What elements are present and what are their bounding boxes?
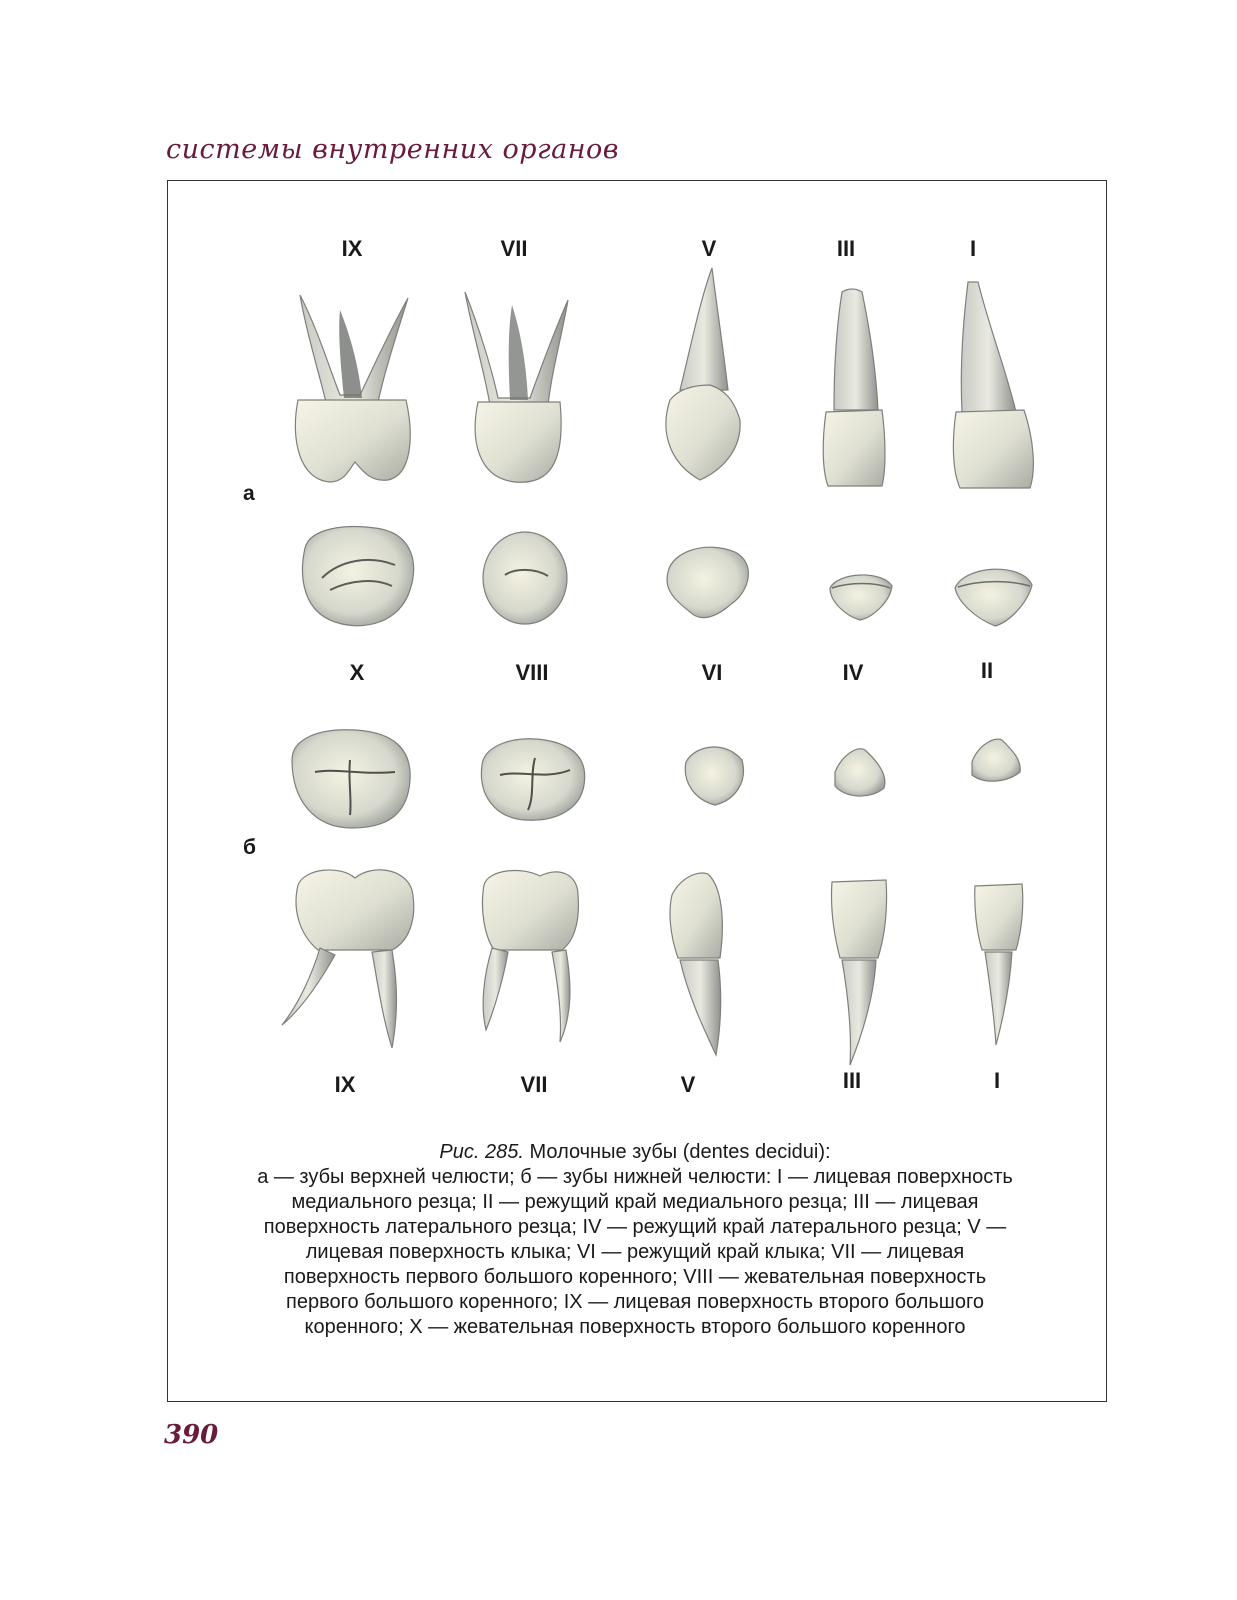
upper-lateral-incisor-iii-facial bbox=[823, 289, 885, 486]
caption-line: а — зубы верхней челюсти; б — зубы нижней челюсти: I — лицевая поверхность bbox=[257, 1166, 1013, 1188]
lower-lateral-incisor-iii-facial bbox=[831, 880, 886, 1065]
upper-numeral-vii: VII bbox=[500, 236, 528, 261]
lower-molar-viii-occlusal bbox=[481, 739, 584, 820]
middle-numeral-iv: IV bbox=[842, 660, 864, 685]
upper-numeral-ix: IX bbox=[341, 236, 363, 261]
lower-central-incisor-ii-incisal bbox=[972, 739, 1020, 781]
group-label-b: б bbox=[243, 836, 256, 859]
caption-line: первого большого коренного; IX — лицевая поверхность второго большого bbox=[286, 1291, 984, 1313]
caption-title: Молочные зубы (dentes decidui): bbox=[523, 1141, 831, 1163]
lower-molar-x-occlusal bbox=[292, 730, 410, 828]
middle-numeral-ii: II bbox=[980, 658, 994, 683]
caption-line: поверхность первого большого коренного; VIII — жевательная поверхность bbox=[283, 1266, 987, 1288]
lower-canine-v-facial bbox=[670, 873, 722, 1055]
lower-canine-vi-incisal bbox=[685, 747, 743, 805]
caption-title-line bbox=[185, 1140, 1085, 1165]
caption-fig-ref: Рис. 285. bbox=[439, 1141, 524, 1163]
upper-numeral-i: I bbox=[969, 236, 977, 261]
middle-numeral-viii: VIII bbox=[515, 660, 549, 685]
lower-central-incisor-i-facial bbox=[975, 884, 1023, 1045]
middle-numeral-x: X bbox=[349, 660, 365, 685]
upper-numeral-iii: III bbox=[836, 236, 856, 261]
upper-central-incisor-i-facial bbox=[953, 282, 1033, 488]
caption-line: коренного; X — жевательная поверхность второго большого коренного bbox=[304, 1316, 966, 1338]
group-label-a: а bbox=[243, 482, 255, 505]
upper-canine-vi-incisal bbox=[667, 547, 748, 617]
upper-numeral-v: V bbox=[701, 236, 717, 261]
upper-central-incisor-ii-incisal bbox=[955, 569, 1032, 626]
caption-line: лицевая поверхность клыка; VI — режущий край клыка; VII — лицевая bbox=[305, 1241, 965, 1263]
lower-numeral-v: V bbox=[680, 1072, 696, 1097]
page-number: 390 bbox=[164, 1420, 219, 1450]
caption-line: медиального резца; II — режущий край медиального резца; III — лицевая bbox=[291, 1191, 979, 1213]
running-header: системы внутренних органов bbox=[166, 134, 620, 165]
lower-numeral-ix: IX bbox=[334, 1072, 356, 1097]
upper-molar-vii-occlusal bbox=[483, 532, 567, 624]
lower-molar-vii-facial bbox=[482, 870, 578, 1042]
upper-canine-v-facial bbox=[666, 268, 740, 480]
lower-lateral-incisor-iv-incisal bbox=[835, 749, 885, 796]
figure-caption bbox=[185, 1140, 1085, 1340]
lower-molar-ix-facial bbox=[282, 870, 414, 1048]
middle-numeral-vi: VI bbox=[701, 660, 723, 685]
caption-line: поверхность латерального резца; IV — режущий край латерального резца; V — bbox=[263, 1216, 1007, 1238]
lower-numeral-i: I bbox=[993, 1068, 1001, 1093]
lower-numeral-iii: III bbox=[842, 1068, 862, 1093]
upper-molar-ix-facial bbox=[295, 295, 410, 482]
upper-lateral-incisor-iv-incisal bbox=[830, 575, 892, 620]
upper-molar-vii-facial bbox=[465, 292, 568, 482]
lower-numeral-vii: VII bbox=[520, 1072, 548, 1097]
upper-molar-ix-occlusal bbox=[303, 527, 414, 626]
